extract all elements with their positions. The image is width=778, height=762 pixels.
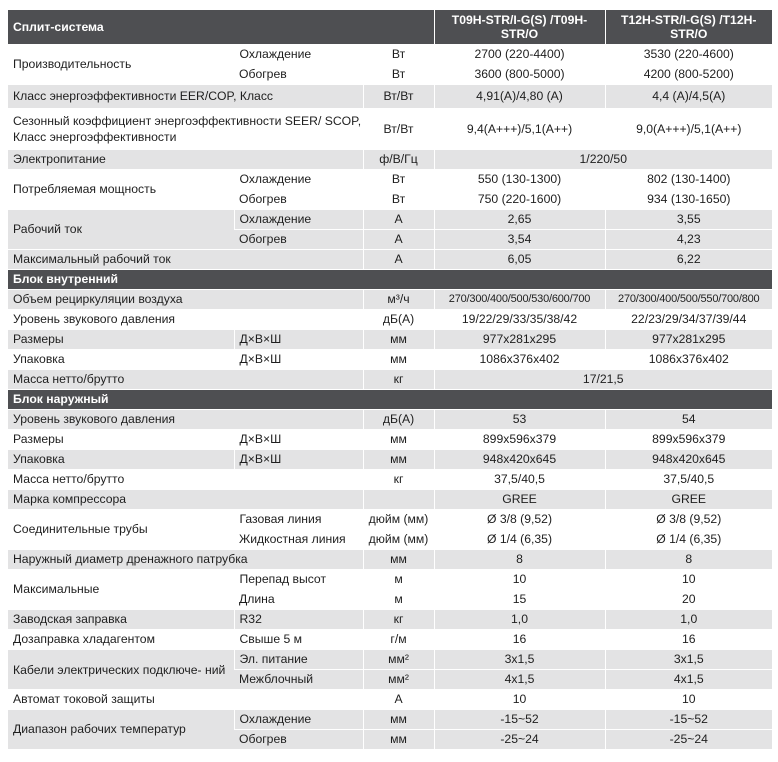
row-label: Рабочий ток — [8, 210, 234, 250]
row-sub: Охлаждение — [234, 710, 363, 730]
row-label: Кабели электрических подключе- ний — [8, 650, 234, 690]
row-unit: Вт/Вт — [363, 109, 434, 150]
row-value-2: 3x1,5 — [605, 650, 772, 670]
row-value-1: 270/300/400/500/530/600/700 — [434, 290, 605, 310]
row-value-2: 10 — [605, 690, 772, 710]
table-row — [8, 85, 772, 109]
table-row — [8, 450, 772, 470]
table-row — [8, 330, 772, 350]
table-row — [8, 710, 772, 730]
row-value-1: 9,4(A+++)/5,1(A++) — [434, 109, 605, 150]
row-value-2: Ø 1/4 (6,35) — [605, 530, 772, 550]
row-value-2: Ø 3/8 (9,52) — [605, 510, 772, 530]
row-value-merged: 1/220/50 — [434, 150, 772, 170]
row-value-1: 2700 (220-4400) — [434, 45, 605, 65]
row-value-2: 802 (130-1400) — [605, 170, 772, 190]
row-value-1: 1086x376x402 — [434, 350, 605, 370]
row-unit: мм — [363, 730, 434, 750]
row-sub: Длина — [234, 590, 363, 610]
table-row — [8, 470, 772, 490]
table-row — [8, 290, 772, 310]
row-value-2: 37,5/40,5 — [605, 470, 772, 490]
row-value-2: 22/23/29/34/37/39/44 — [605, 310, 772, 330]
row-label: Соединительные трубы — [8, 510, 234, 550]
row-value-2: 3,55 — [605, 210, 772, 230]
row-value-1: 1,0 — [434, 610, 605, 630]
row-value-2: 20 — [605, 590, 772, 610]
row-unit: м³/ч — [363, 290, 434, 310]
header-title: Сплит-система — [8, 10, 434, 45]
row-unit: Вт — [363, 45, 434, 65]
row-sub: Охлаждение — [234, 45, 363, 65]
table-row — [8, 370, 772, 390]
row-value-1: 10 — [434, 570, 605, 590]
row-value-2: 16 — [605, 630, 772, 650]
table-header — [8, 10, 772, 45]
row-sub: Обогрев — [234, 730, 363, 750]
row-label: Масса нетто/брутто — [8, 470, 363, 490]
header-model-1: T09H-STR/I-G(S) /T09H-STR/O — [434, 10, 605, 45]
row-unit: дБ(А) — [363, 310, 434, 330]
row-label: Потребляемая мощность — [8, 170, 234, 210]
table-row — [8, 170, 772, 190]
row-label: Автомат токовой защиты — [8, 690, 363, 710]
row-sub: Д×В×Ш — [234, 450, 363, 470]
row-sub: Эл. питание — [234, 650, 363, 670]
row-unit: Вт — [363, 65, 434, 85]
row-value-1: 4x1,5 — [434, 670, 605, 690]
row-sub: Охлаждение — [234, 170, 363, 190]
row-label: Масса нетто/брутто — [8, 370, 363, 390]
row-unit: м — [363, 590, 434, 610]
row-value-1: 16 — [434, 630, 605, 650]
row-value-1: 4,91(A)/4,80 (A) — [434, 85, 605, 109]
row-unit: дюйм (мм) — [363, 530, 434, 550]
row-label: Производительность — [8, 45, 234, 85]
row-value-1: 53 — [434, 410, 605, 430]
row-value-2: 4,23 — [605, 230, 772, 250]
row-value-1: 948x420x645 — [434, 450, 605, 470]
table-row — [8, 690, 772, 710]
row-value-merged: 17/21,5 — [434, 370, 772, 390]
section-header-indoor — [8, 270, 772, 290]
row-value-2: 1086x376x402 — [605, 350, 772, 370]
row-label: Наружный диаметр дренажного патрубка — [8, 550, 363, 570]
row-unit: мм — [363, 710, 434, 730]
row-value-1: 977x281x295 — [434, 330, 605, 350]
row-sub: Газовая линия — [234, 510, 363, 530]
row-unit: Вт/Вт — [363, 85, 434, 109]
row-value-2: 9,0(A+++)/5,1(A++) — [605, 109, 772, 150]
row-sub: R32 — [234, 610, 363, 630]
row-label: Размеры — [8, 430, 234, 450]
row-label: Заводская заправка — [8, 610, 234, 630]
row-value-1: -25~24 — [434, 730, 605, 750]
row-value-2: 4200 (800-5200) — [605, 65, 772, 85]
row-unit: мм — [363, 450, 434, 470]
row-value-2: 977x281x295 — [605, 330, 772, 350]
row-label: Уровень звукового давления — [8, 410, 363, 430]
row-value-2: 934 (130-1650) — [605, 190, 772, 210]
row-unit — [363, 490, 434, 510]
row-value-1: Ø 3/8 (9,52) — [434, 510, 605, 530]
row-sub: Охлаждение — [234, 210, 363, 230]
table-row — [8, 570, 772, 590]
row-value-2: 8 — [605, 550, 772, 570]
row-value-2: 270/300/400/500/550/700/800 — [605, 290, 772, 310]
row-unit: А — [363, 690, 434, 710]
row-unit: мм — [363, 430, 434, 450]
header-model-2: T12H-STR/I-G(S) /T12H-STR/O — [605, 10, 772, 45]
row-value-1: 3,54 — [434, 230, 605, 250]
table-row — [8, 550, 772, 570]
table-row — [8, 410, 772, 430]
table-row — [8, 210, 772, 230]
row-unit: кг — [363, 470, 434, 490]
row-value-2: 10 — [605, 570, 772, 590]
row-sub: Обогрев — [234, 65, 363, 85]
row-value-1: Ø 1/4 (6,35) — [434, 530, 605, 550]
row-value-2: GREE — [605, 490, 772, 510]
row-label: Сезонный коэффициент энергоэффективности SEER/ SCOP, Класс энергоэффективности — [8, 109, 363, 150]
row-label: Упаковка — [8, 350, 234, 370]
row-unit: дБ(А) — [363, 410, 434, 430]
row-value-2: 948x420x645 — [605, 450, 772, 470]
row-sub: Перепад высот — [234, 570, 363, 590]
row-sub: Свыше 5 м — [234, 630, 363, 650]
row-sub: Д×В×Ш — [234, 350, 363, 370]
row-sub: Жидкостная линия — [234, 530, 363, 550]
row-value-2: 3530 (220-4600) — [605, 45, 772, 65]
row-value-1: -15~52 — [434, 710, 605, 730]
row-sub: Обогрев — [234, 230, 363, 250]
row-unit: мм² — [363, 650, 434, 670]
row-value-1: 19/22/29/33/35/38/42 — [434, 310, 605, 330]
row-value-1: 8 — [434, 550, 605, 570]
table-row — [8, 310, 772, 330]
row-value-1: 899x596x379 — [434, 430, 605, 450]
row-value-2: 4,4 (A)/4,5(A) — [605, 85, 772, 109]
row-sub: Обогрев — [234, 190, 363, 210]
row-unit: г/м — [363, 630, 434, 650]
row-unit: дюйм (мм) — [363, 510, 434, 530]
row-value-2: 4x1,5 — [605, 670, 772, 690]
row-label: Дозаправка хладагентом — [8, 630, 234, 650]
row-value-1: 10 — [434, 690, 605, 710]
row-label: Диапазон рабочих температур — [8, 710, 234, 750]
row-sub: Д×В×Ш — [234, 330, 363, 350]
row-label: Класс энергоэффективности EER/COP, Класс — [8, 85, 363, 109]
row-sub: Д×В×Ш — [234, 430, 363, 450]
row-label: Уровень звукового давления — [8, 310, 363, 330]
row-value-1: 3600 (800-5000) — [434, 65, 605, 85]
row-unit: Вт — [363, 190, 434, 210]
row-value-1: 750 (220-1600) — [434, 190, 605, 210]
row-value-1: 15 — [434, 590, 605, 610]
table-row — [8, 490, 772, 510]
table-row — [8, 150, 772, 170]
table-row — [8, 510, 772, 530]
row-value-1: 3x1,5 — [434, 650, 605, 670]
row-value-1: 37,5/40,5 — [434, 470, 605, 490]
row-label: Электропитание — [8, 150, 363, 170]
row-value-1: 6,05 — [434, 250, 605, 270]
table-row — [8, 630, 772, 650]
row-value-1: GREE — [434, 490, 605, 510]
table-row — [8, 610, 772, 630]
row-unit: мм — [363, 550, 434, 570]
row-unit: А — [363, 230, 434, 250]
row-unit: мм — [363, 350, 434, 370]
row-unit: мм — [363, 330, 434, 350]
row-unit: А — [363, 250, 434, 270]
row-label: Объем рециркуляции воздуха — [8, 290, 363, 310]
row-label: Максимальный рабочий ток — [8, 250, 363, 270]
row-unit: кг — [363, 610, 434, 630]
row-value-2: 6,22 — [605, 250, 772, 270]
table-row — [8, 45, 772, 65]
table-row — [8, 350, 772, 370]
row-label: Размеры — [8, 330, 234, 350]
table-row — [8, 250, 772, 270]
row-value-2: 54 — [605, 410, 772, 430]
row-unit: мм² — [363, 670, 434, 690]
section-header-outdoor — [8, 390, 772, 410]
row-label: Марка компрессора — [8, 490, 363, 510]
row-unit: кг — [363, 370, 434, 390]
row-unit: Вт — [363, 170, 434, 190]
row-sub: Межблочный — [234, 670, 363, 690]
row-value-2: 1,0 — [605, 610, 772, 630]
row-value-2: -15~52 — [605, 710, 772, 730]
section-title: Блок внутренний — [8, 270, 772, 290]
row-value-1: 2,65 — [434, 210, 605, 230]
table-row — [8, 430, 772, 450]
row-unit: м — [363, 570, 434, 590]
table-row — [8, 109, 772, 150]
row-label: Упаковка — [8, 450, 234, 470]
row-value-2: -25~24 — [605, 730, 772, 750]
section-title: Блок наружный — [8, 390, 772, 410]
row-value-2: 899x596x379 — [605, 430, 772, 450]
row-value-1: 550 (130-1300) — [434, 170, 605, 190]
specs-table — [8, 9, 772, 749]
row-unit: ф/В/Гц — [363, 150, 434, 170]
table-row — [8, 650, 772, 670]
row-unit: А — [363, 210, 434, 230]
row-label: Максимальные — [8, 570, 234, 610]
